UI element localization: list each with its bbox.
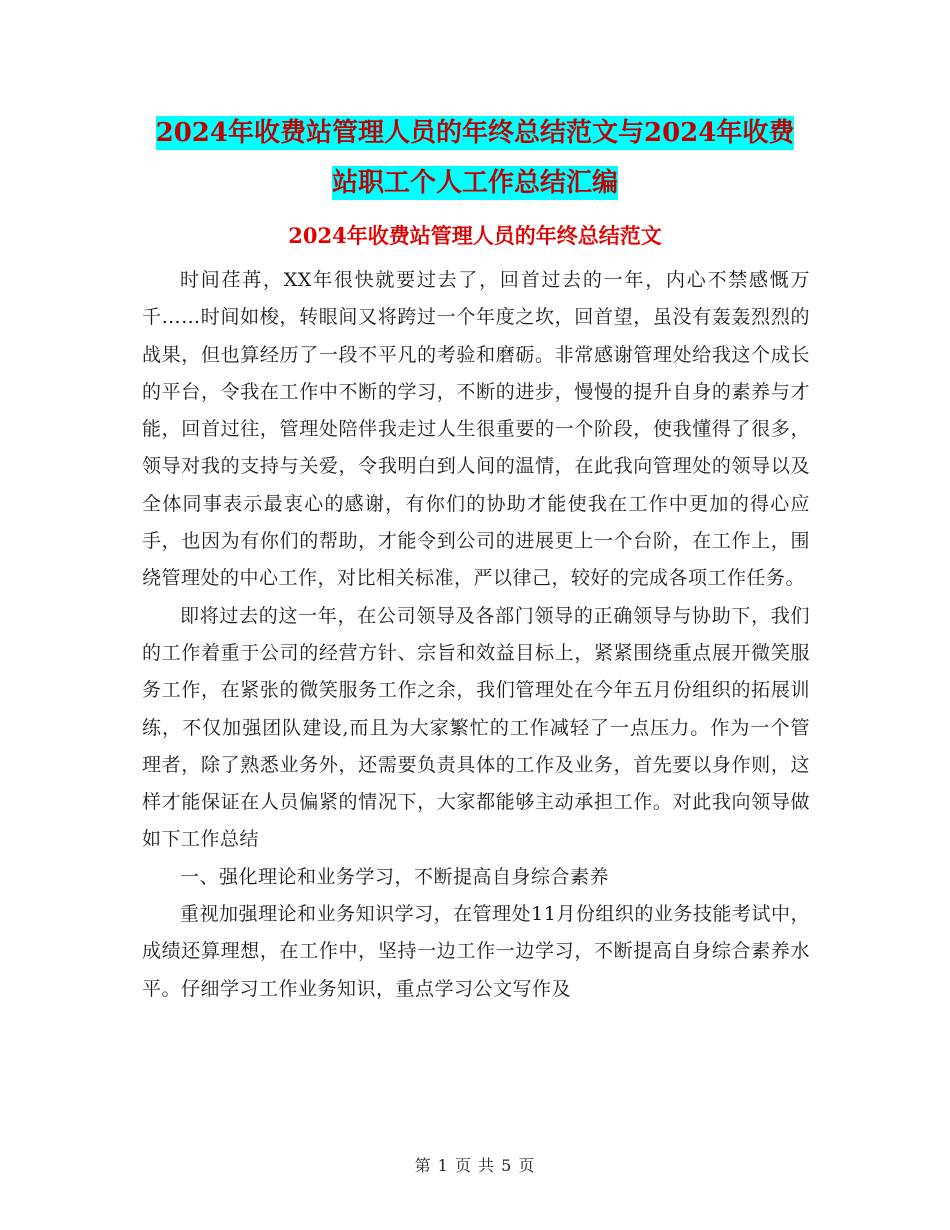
paragraph-1: 时间荏苒，XX年很快就要过去了，回首过去的一年，内心不禁感慨万千……时间如梭，转眼间又将跨过一个年度之坎，回首望，虽没有轰轰烈烈的战果，但也算经历了一段不平凡的考验和磨砺。非常感谢管理处给我这个成长的平台，令我在工作中不断的学习，不断的进步，慢慢的提升自身的素养与才能，回首过往，管理处陪伴我走过人生很重要的一个阶段，使我懂得了很多，领导对我的支持与关爱，令我明白到人间的温情，在此我向管理处的领导以及全体同事表示最衷心的感谢，有你们的协助才能使我在工作中更加的得心应手，也因为有你们的帮助，才能令到公司的进展更上一个台阶，在工作上，围绕管理处的中心工作，对比相关标准，严以律己，较好的完成各项工作任务。 [142,269,810,590]
section-subtitle: 2024年收费站管理人员的年终总结范文 [288,223,662,248]
page-footer: 第 1 页 共 5 页 [414,1156,536,1175]
document-title [140,108,810,208]
paragraph-3: 重视加强理论和业务知识学习，在管理处11月份组织的业务技能考试中，成绩还算理想，在工作中，坚持一边工作一边学习，不断提高自身综合素养水平。仔细学习工作业务知识，重点学习公文写作及 [142,903,810,1000]
paragraph-2: 即将过去的这一年，在公司领导及各部门领导的正确领导与协助下，我们的工作着重于公司的经营方针、宗旨和效益目标上，紧紧围绕重点展开微笑服务工作，在紧张的微笑服务工作之余，我们管理处在今年五月份组织的拓展训练，不仅加强团队建设,而且为大家繁忙的工作减轻了一点压力。作为一个管理者，除了熟悉业务外，还需要负责具体的工作及业务，首先要以身作则，这样才能保证在人员偏紧的情况下，大家都能够主动承担工作。对此我向领导做如下工作总结 [142,604,810,851]
body-text [142,262,810,1008]
section-heading-1: 一、强化理论和业务学习，不断提高自身综合素养 [180,865,610,888]
title-line-1: 2024年收费站管理人员的年终总结范文与2024年收费 [155,118,795,148]
title-line-2: 站职工个人工作总结汇编 [331,168,618,198]
